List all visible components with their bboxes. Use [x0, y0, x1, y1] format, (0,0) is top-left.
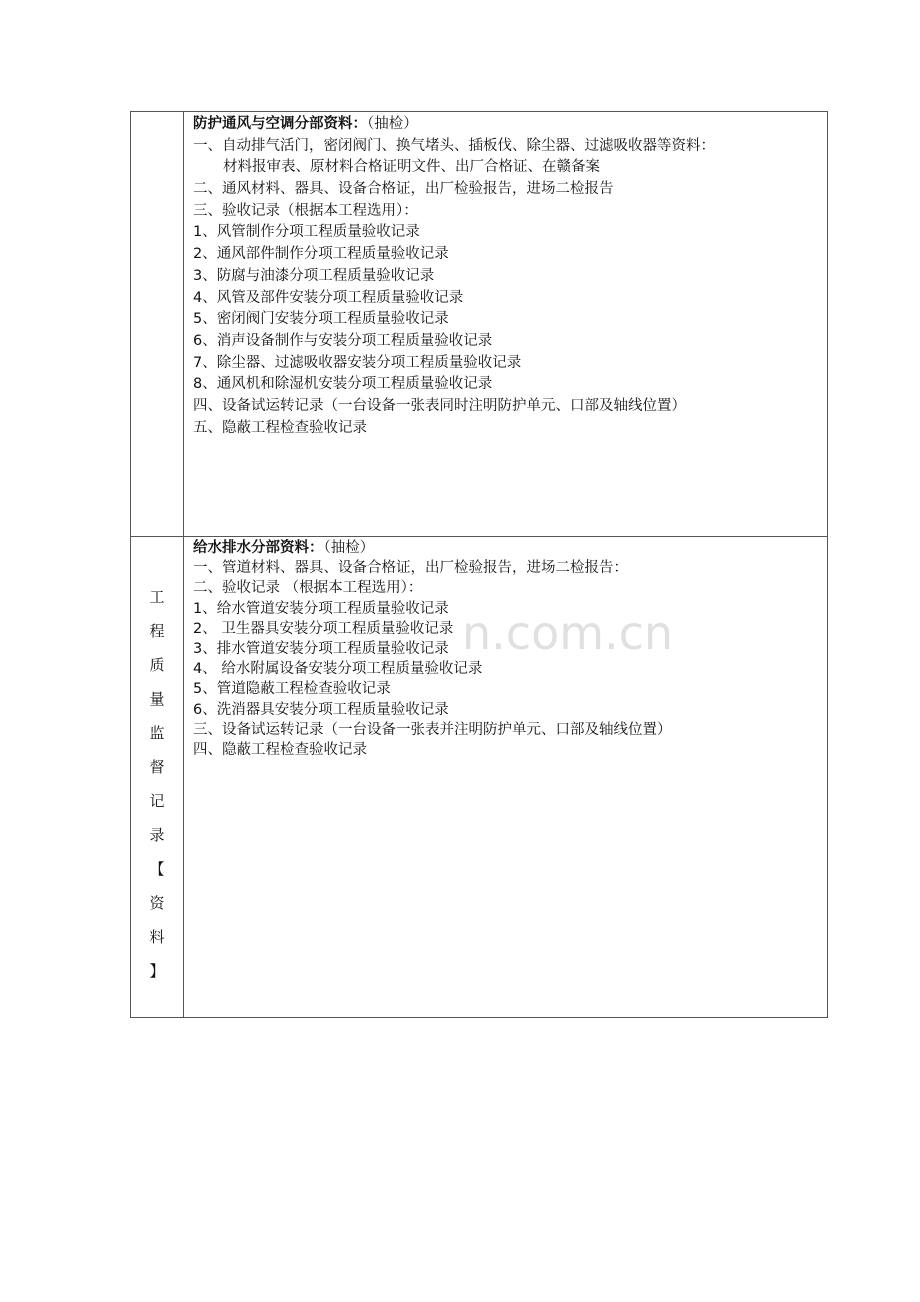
side-label-char: 资	[149, 894, 165, 912]
side-label-char: 料	[149, 928, 165, 946]
side-label-char: 质	[149, 656, 165, 674]
side-label-char: 【	[149, 860, 165, 878]
section-title-bold: 给水排水分部资料：	[193, 540, 324, 556]
side-label-char: 监	[149, 724, 165, 742]
side-label-char: 工	[149, 588, 165, 606]
list-item: 1、给水管道安装分项工程质量验收记录	[193, 600, 449, 617]
ventilation-section	[193, 114, 819, 439]
side-label-char: 录	[149, 826, 165, 844]
list-item: 材料报审表、原材料合格证明文件、出厂合格证、在赣备案	[223, 159, 600, 176]
section-title	[193, 114, 819, 136]
list-item: 3、防腐与油漆分项工程质量验收记录	[193, 267, 435, 284]
section-title-suffix: （抽检）	[367, 116, 418, 132]
section-title	[193, 538, 819, 558]
side-label-char: 量	[149, 690, 165, 708]
list-item: 4、风管及部件安装分项工程质量验收记录	[193, 289, 464, 306]
side-label-char: 督	[149, 758, 165, 776]
inspection-record-table	[130, 111, 828, 1018]
list-item: 1、风管制作分项工程质量验收记录	[193, 224, 420, 241]
list-item: 二、通风材料、器具、设备合格证，出厂检验报告，进场二检报告	[193, 181, 614, 198]
section-title-suffix: （抽检）	[323, 540, 375, 556]
list-item: 三、验收记录（根据本工程选用）：	[193, 202, 418, 219]
side-label-char: 记	[149, 792, 165, 810]
side-label-char: 程	[149, 622, 165, 640]
list-item: 四、设备试运转记录（一台设备一张表同时注明防护单元、口部及轴线位置）	[193, 397, 686, 414]
list-item: 6、洗消器具安装分项工程质量验收记录	[193, 701, 449, 718]
list-item: 7、除尘器、过滤吸收器安装分项工程质量验收记录	[193, 354, 522, 371]
list-item: 6、消声设备制作与安装分项工程质量验收记录	[193, 332, 493, 349]
row-divider	[131, 536, 827, 537]
side-label-char: 】	[149, 962, 165, 980]
list-item: 五、隐蔽工程检查验收记录	[193, 419, 367, 436]
list-item: 一、自动排气活门，密闭阀门、换气堵头、插板伐、除尘器、过滤吸收器等资料：	[193, 137, 715, 154]
list-item: 8、通风机和除湿机安装分项工程质量验收记录	[193, 376, 493, 393]
list-item: 二、验收记录 （根据本工程选用）：	[193, 580, 423, 597]
list-item: 5、密闭阀门安装分项工程质量验收记录	[193, 311, 449, 328]
side-label-vertical	[131, 580, 183, 988]
list-item: 5、管道隐蔽工程检查验收记录	[193, 681, 391, 698]
watermark: n.com.cn	[462, 606, 674, 660]
list-item: 4、 给水附属设备安装分项工程质量验收记录	[193, 661, 483, 678]
list-item: 3、排水管道安装分项工程质量验收记录	[193, 640, 449, 657]
column-divider	[183, 112, 184, 1017]
list-item: 四、隐蔽工程检查验收记录	[193, 741, 367, 758]
list-item: 三、设备试运转记录（一台设备一张表并注明防护单元、口部及轴线位置）	[193, 721, 672, 738]
list-item: 2、 卫生器具安装分项工程质量验收记录	[193, 620, 454, 637]
section-title-bold: 防护通风与空调分部资料：	[193, 116, 367, 132]
list-item: 一、管道材料、器具、设备合格证，出厂检验报告，进场二检报告：	[193, 560, 628, 577]
list-item: 2、通风部件制作分项工程质量验收记录	[193, 246, 449, 263]
